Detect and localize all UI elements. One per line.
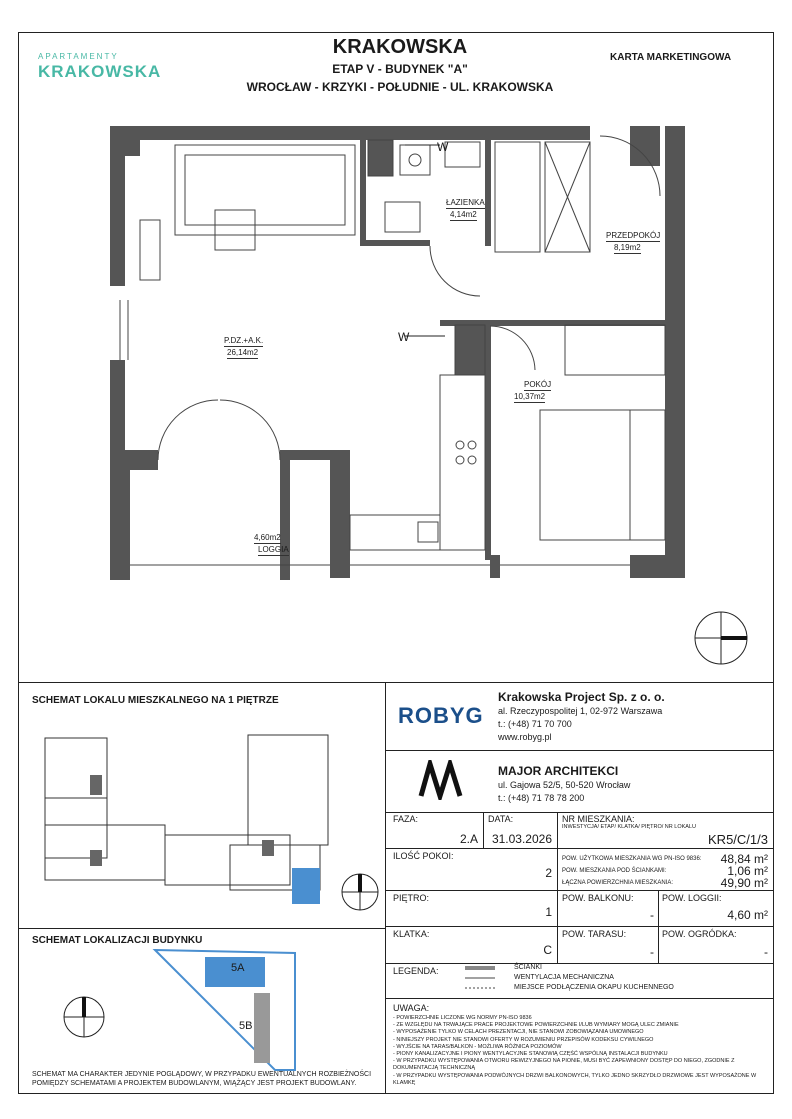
notes-list — [393, 1015, 768, 1087]
divider — [385, 750, 774, 751]
note-item: - NINIEJSZY PROJEKT NIE STANOWI OFERTY W ROZUMIENIU PRZEPISÓW KODEKSU CYWILNEGO — [393, 1036, 654, 1043]
room-label: POKÓJ — [524, 380, 552, 389]
divider — [385, 812, 774, 813]
pow-uzytkowa-value: 48,84 m² — [720, 852, 768, 866]
legend-icons — [460, 964, 500, 994]
address-subtitle: WROCŁAW - KRZYKI - POŁUDNIE - UL. KRAKOWSKA — [246, 80, 554, 94]
loggia-label: LOGGIA — [258, 545, 289, 554]
loggia-area-value: 4,60 m² — [727, 908, 768, 922]
loggia-area-label: POW. LOGGII: — [662, 893, 722, 903]
schema-floor-plan — [40, 730, 340, 910]
klatka-value: C — [543, 943, 552, 957]
developer-name: Krakowska Project Sp. z o. o. — [498, 690, 665, 704]
divider — [385, 682, 386, 1094]
note-item: - WYPOSAŻENIE TYLKO W CELACH PREZENTACJI, NIE STANOWI ZOBOWIĄZANIA UMOWNEGO — [393, 1029, 644, 1036]
building-5a-label: 5A — [231, 962, 245, 974]
ventilation-marker: W — [398, 330, 410, 344]
developer-phone: t.: (+48) 71 70 700 — [498, 719, 572, 729]
divider — [18, 928, 385, 929]
architect-address: ul. Gajowa 52/5, 50-520 Wrocław — [498, 780, 631, 790]
pow-sciankami-value: 1,06 m² — [727, 864, 768, 878]
nr-label: NR MIESZKANIA: — [562, 814, 635, 824]
schema-floor-title: SCHEMAT LOKALU MIESZKALNEGO NA 1 PIĘTRZE — [32, 695, 279, 706]
bathroom-label: ŁAZIENKA — [446, 198, 485, 207]
living-label: P.DZ.+A.K. — [224, 336, 264, 345]
logo: KRAKOWSKA — [38, 62, 162, 81]
card-type: KARTA MARKETINGOWA — [610, 52, 732, 63]
developer-web[interactable]: www.robyg.pl — [498, 732, 552, 742]
architect-phone: t.: (+48) 71 78 78 200 — [498, 793, 585, 803]
robyg-logo: ROBYG — [398, 703, 484, 728]
note-item: - POWIERZCHNIE LICZONE WG NORMY PN-ISO 9836 — [393, 1015, 532, 1021]
pow-laczna-label: ŁĄCZNA POWIERZCHNIA MIESZKANIA: — [562, 880, 674, 886]
room-area: 10,37m2 — [514, 392, 546, 401]
ogrodek-label: POW. OGRÓDKA: — [662, 929, 737, 939]
floor-plan — [100, 110, 700, 590]
nr-value: KR5/C/1/3 — [708, 832, 768, 847]
ventilation-marker-bath: W — [437, 140, 449, 154]
architect-logo-icon — [418, 760, 464, 800]
faza-value: 2.A — [459, 832, 478, 846]
data-value: 31.03.2026 — [491, 832, 552, 846]
logo-small-text: APARTAMENTY — [38, 52, 119, 61]
klatka-label: KLATKA: — [393, 929, 430, 939]
pow-sciankami-label: POW. MIESZKANIA POD ŚCIANKAMI: — [562, 868, 667, 874]
pow-laczna-value: 49,90 m² — [720, 876, 768, 890]
legend-item-ventilation: WENTYLACJA MECHANICZNA — [514, 974, 614, 981]
notes-title: UWAGA: — [393, 1003, 430, 1013]
divider — [18, 682, 774, 683]
hall-label: PRZEDPOKÓJ — [606, 231, 661, 240]
loggia-area: 4,60m2 — [254, 533, 281, 542]
note-item: - W PRZYPADKU WYSTĘPOWANIA PODWÓJNYCH DRZWI BALKONOWYCH, TYLKO JEDNO SKRZYDŁO DRZWIOWE JEST WYPOSAŻONE W KLAMKĘ — [393, 1072, 757, 1086]
pietro-label: PIĘTRO: — [393, 893, 430, 903]
pokoi-value: 2 — [545, 866, 552, 880]
ogrodek-value: - — [764, 945, 768, 959]
taras-label: POW. TARASU: — [562, 929, 627, 939]
note-item: - PIONY KANALIZACYJNE I PIONY WENTYLACYJNE STANOWIĄ CZĘŚĆ WSPÓLNĄ INSTALACJI BUDYNKU — [393, 1051, 668, 1058]
architect-name: MAJOR ARCHITEKCI — [498, 764, 619, 778]
note-item: - ZE WZGLĘDU NA TRWAJĄCE PRACE PROJEKTOWE POWIERZCHNIE I/LUB WYMIARY MOGĄ ULEC ZMIANIE — [393, 1022, 679, 1029]
legend-item-walls: ŚCIANKI — [514, 964, 543, 971]
pokoi-label: ILOŚĆ POKOI: — [393, 851, 454, 861]
page-title: KRAKOWSKA — [332, 36, 468, 58]
compass-building-icon — [62, 995, 106, 1039]
balkon-label: POW. BALKONU: — [562, 893, 634, 903]
data-label: DATA: — [488, 814, 514, 824]
pietro-value: 1 — [545, 905, 552, 919]
stage-subtitle: ETAP V - BUDYNEK "A" — [332, 62, 468, 76]
legend-item-hood: MIEJSCE PODŁĄCZENIA OKAPU KUCHENNEGO — [514, 984, 674, 991]
balkon-value: - — [650, 908, 654, 922]
schema-building-title: SCHEMAT LOKALIZACJI BUDYNKU — [32, 935, 203, 946]
hall-area: 8,19m2 — [614, 243, 641, 252]
pow-uzytkowa-label: POW. UŻYTKOWA MIESZKANIA WG PN-ISO 9836: — [562, 856, 702, 862]
note-item: - WYJŚCIE NA TARAS/BALKON - MOŻLIWA RÓŻNICA POZIOMÓW — [393, 1043, 562, 1050]
living-area: 26,14m2 — [227, 348, 259, 357]
faza-label: FAZA: — [393, 814, 419, 824]
schema-building-plan — [150, 945, 300, 1075]
taras-value: - — [650, 945, 654, 959]
developer-address: al. Rzeczypospolitej 1, 02-972 Warszawa — [498, 706, 663, 716]
disclaimer: SCHEMAT MA CHARAKTER JEDYNIE POGLĄDOWY, W PRZYPADKU EWENTUALNYCH ROZBIEŻNOŚCI POMIĘDZY SCHEMATAMI A PROJEKTEM BUDOWLANYM, WIĄŻĄCY JEST PROJEKT BUDOWLANY. — [32, 1071, 372, 1087]
compass-small-icon — [340, 872, 380, 912]
building-5b-label: 5B — [239, 1020, 253, 1032]
compass-icon — [693, 610, 749, 666]
bathroom-area: 4,14m2 — [450, 210, 477, 219]
note-item: - W PRZYPADKU WYSTĘPOWANIA OTWORU REWIZYJNEGO NA PIONIE, MUSI BYĆ ZAPEWNIONY DOSTĘP DO NIEGO, ZGODNIE Z DOKUMENTACJĄ TECHNICZNĄ — [393, 1058, 735, 1072]
legend-label: LEGENDA: — [393, 966, 439, 976]
nr-sub: INWESTYCJA/ ETAP/ KLATKA/ PIĘTRO/ NR LOKALU — [562, 824, 696, 830]
